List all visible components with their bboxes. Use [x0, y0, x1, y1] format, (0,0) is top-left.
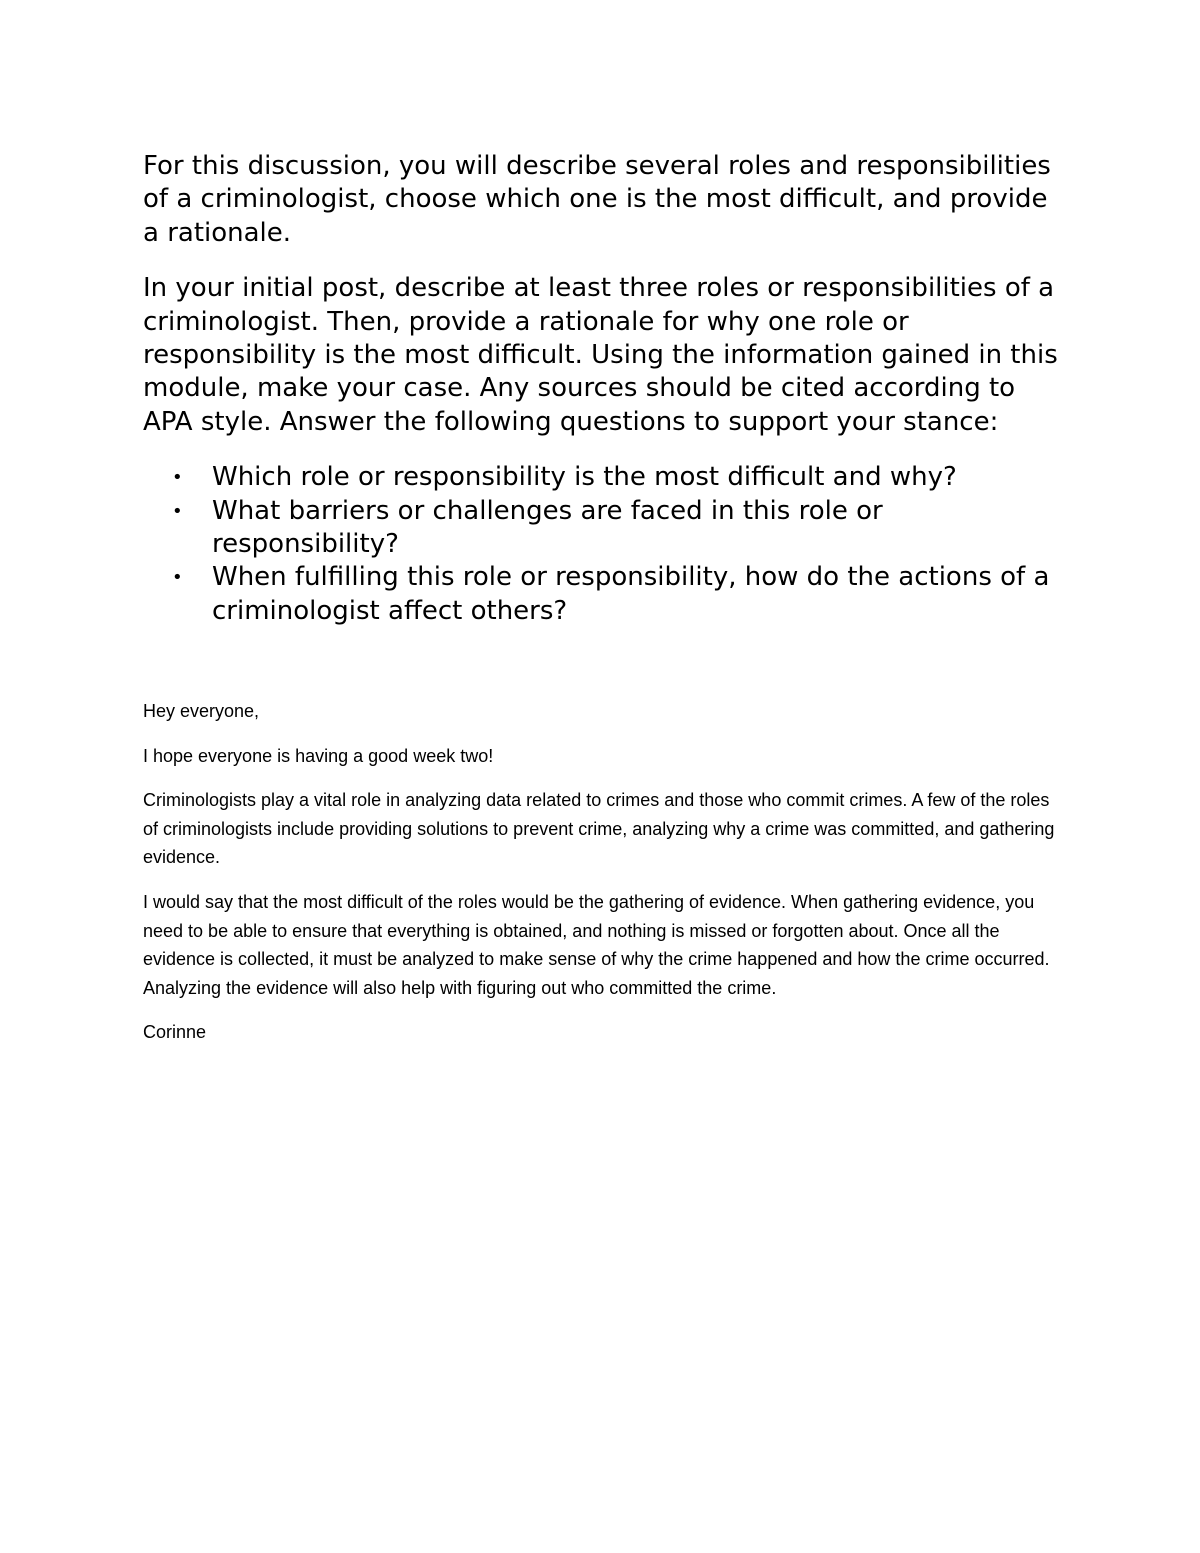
- reply-paragraph-rationale: I would say that the most difficult of the roles would be the gathering of evidence. When gathering evidence, you need to be able to ensure that everything is obtained, and nothing is missed or forgotten about. Once all the evidence is collected, it must be analyzed to make sense of why the crime happened and how the crime occurred. Analyzing the evidence will also help with figuring out who committed the crime.: [143, 891, 1050, 998]
- reply-greeting: Hey everyone,: [143, 701, 260, 721]
- prompt-question: [143, 561, 1063, 628]
- prompt-question: [143, 461, 1063, 494]
- bullet-icon: •: [172, 567, 183, 589]
- discussion-reply: [143, 697, 1063, 1063]
- discussion-prompt: [143, 150, 1063, 628]
- bullet-icon: •: [172, 500, 183, 522]
- prompt-question-list: [143, 461, 1063, 628]
- prompt-question-text: What barriers or challenges are faced in this role or responsibility?: [212, 495, 883, 560]
- bullet-icon: •: [172, 467, 183, 489]
- prompt-instructions: In your initial post, describe at least three roles or responsibilities of a criminologist. Then, provide a rationale for why one role or responsibility is the most difficult. Using the information gained in this module, make your case. Any sources should be cited according to APA style. Answer the following questions to support your stance:: [143, 273, 1058, 437]
- reply-well-wish: I hope everyone is having a good week two!: [143, 745, 494, 766]
- reply-signature: Corinne: [143, 1022, 207, 1043]
- prompt-intro: For this discussion, you will describe several roles and responsibilities of a criminologist, choose which one is the most difficult, and provide a rationale.: [143, 151, 1051, 248]
- prompt-question: [143, 495, 1063, 562]
- reply-paragraph-roles: Criminologists play a vital role in analyzing data related to crimes and those who commit crimes. A few of the roles of criminologists include providing solutions to prevent crime, analyzing why a crime was committed, and gathering evidence.: [143, 790, 1055, 868]
- prompt-question-text: Which role or responsibility is the most difficult and why?: [212, 462, 957, 493]
- prompt-question-text: When fulfilling this role or responsibility, how do the actions of a criminologist affect others?: [212, 562, 1050, 626]
